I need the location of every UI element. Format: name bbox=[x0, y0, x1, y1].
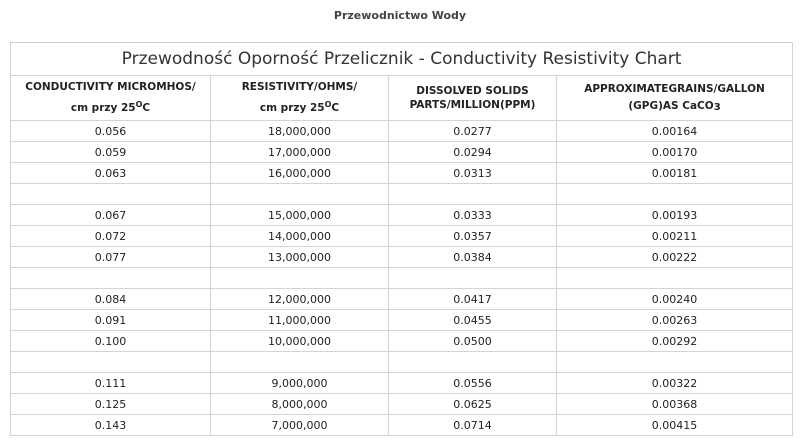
cell-conductivity: 0.077 bbox=[11, 247, 211, 268]
cell-conductivity: 0.067 bbox=[11, 205, 211, 226]
header-dissolved-line1: DISSOLVED SOLIDS bbox=[416, 85, 529, 97]
header-resistivity-line1: RESISTIVITY/OHMS/ bbox=[241, 81, 358, 93]
header-conductivity-line1: CONDUCTIVITY MICROMHOS/ bbox=[25, 81, 196, 93]
empty-cell bbox=[557, 352, 793, 373]
cell-conductivity: 0.100 bbox=[11, 331, 211, 352]
cell-resistivity: 8,000,000 bbox=[211, 394, 389, 415]
degree-symbol: O bbox=[135, 100, 143, 109]
cell-dissolved-solids: 0.0294 bbox=[389, 142, 557, 163]
cell-grains-gallon: 0.00292 bbox=[557, 331, 793, 352]
table-row bbox=[11, 373, 793, 394]
cell-grains-gallon: 0.00240 bbox=[557, 289, 793, 310]
cell-grains-gallon: 0.00164 bbox=[557, 121, 793, 142]
empty-cell bbox=[389, 268, 557, 289]
cell-conductivity: 0.091 bbox=[11, 310, 211, 331]
empty-cell bbox=[557, 268, 793, 289]
cell-grains-gallon: 0.00193 bbox=[557, 205, 793, 226]
cell-grains-gallon: 0.00368 bbox=[557, 394, 793, 415]
subscript-three: 3 bbox=[713, 101, 721, 113]
empty-cell bbox=[389, 352, 557, 373]
table-row bbox=[11, 310, 793, 331]
table-row bbox=[11, 226, 793, 247]
cell-dissolved-solids: 0.0357 bbox=[389, 226, 557, 247]
cell-dissolved-solids: 0.0455 bbox=[389, 310, 557, 331]
header-conductivity bbox=[11, 76, 211, 121]
header-conductivity-line2: cm przy 25 bbox=[70, 102, 136, 114]
degree-symbol: O bbox=[324, 100, 332, 109]
header-dissolved-solids bbox=[389, 76, 557, 121]
empty-cell bbox=[211, 184, 389, 205]
cell-resistivity: 13,000,000 bbox=[211, 247, 389, 268]
cell-dissolved-solids: 0.0500 bbox=[389, 331, 557, 352]
cell-dissolved-solids: 0.0625 bbox=[389, 394, 557, 415]
cell-dissolved-solids: 0.0417 bbox=[389, 289, 557, 310]
table-row bbox=[11, 394, 793, 415]
cell-conductivity: 0.084 bbox=[11, 289, 211, 310]
cell-resistivity: 12,000,000 bbox=[211, 289, 389, 310]
table-row bbox=[11, 331, 793, 352]
header-grains-gallon bbox=[557, 76, 793, 121]
cell-conductivity: 0.143 bbox=[11, 415, 211, 436]
header-row bbox=[11, 76, 793, 121]
cell-conductivity: 0.056 bbox=[11, 121, 211, 142]
page-heading: Przewodnictwo Wody bbox=[333, 9, 467, 22]
table-row bbox=[11, 247, 793, 268]
cell-resistivity: 15,000,000 bbox=[211, 205, 389, 226]
empty-cell bbox=[211, 268, 389, 289]
cell-resistivity: 9,000,000 bbox=[211, 373, 389, 394]
cell-conductivity: 0.063 bbox=[11, 163, 211, 184]
cell-conductivity: 0.059 bbox=[11, 142, 211, 163]
table-body bbox=[11, 121, 793, 436]
cell-resistivity: 11,000,000 bbox=[211, 310, 389, 331]
cell-grains-gallon: 0.00222 bbox=[557, 247, 793, 268]
header-grains-line1: APPROXIMATEGRAINS/GALLON bbox=[584, 82, 765, 95]
empty-cell bbox=[11, 268, 211, 289]
cell-dissolved-solids: 0.0313 bbox=[389, 163, 557, 184]
table-title: Przewodność Oporność Przelicznik - Conductivity Resistivity Chart bbox=[11, 43, 793, 76]
separator-row bbox=[11, 352, 793, 373]
header-resistivity-unit: C bbox=[331, 102, 340, 114]
cell-grains-gallon: 0.00181 bbox=[557, 163, 793, 184]
header-dissolved-line2: PARTS/MILLION(PPM) bbox=[409, 99, 536, 111]
cell-dissolved-solids: 0.0384 bbox=[389, 247, 557, 268]
empty-cell bbox=[211, 352, 389, 373]
cell-grains-gallon: 0.00170 bbox=[557, 142, 793, 163]
cell-dissolved-solids: 0.0333 bbox=[389, 205, 557, 226]
table-row bbox=[11, 121, 793, 142]
cell-dissolved-solids: 0.0556 bbox=[389, 373, 557, 394]
empty-cell bbox=[389, 184, 557, 205]
cell-resistivity: 10,000,000 bbox=[211, 331, 389, 352]
header-resistivity bbox=[211, 76, 389, 121]
table-row bbox=[11, 142, 793, 163]
cell-grains-gallon: 0.00415 bbox=[557, 415, 793, 436]
separator-row bbox=[11, 184, 793, 205]
table-row bbox=[11, 163, 793, 184]
separator-row bbox=[11, 268, 793, 289]
empty-cell bbox=[11, 352, 211, 373]
table-row bbox=[11, 289, 793, 310]
cell-conductivity: 0.111 bbox=[11, 373, 211, 394]
table-row bbox=[11, 205, 793, 226]
cell-grains-gallon: 0.00211 bbox=[557, 226, 793, 247]
cell-grains-gallon: 0.00322 bbox=[557, 373, 793, 394]
cell-grains-gallon: 0.00263 bbox=[557, 310, 793, 331]
empty-cell bbox=[11, 184, 211, 205]
cell-resistivity: 16,000,000 bbox=[211, 163, 389, 184]
empty-cell bbox=[557, 184, 793, 205]
conductivity-resistivity-table bbox=[10, 42, 793, 436]
cell-dissolved-solids: 0.0714 bbox=[389, 415, 557, 436]
cell-dissolved-solids: 0.0277 bbox=[389, 121, 557, 142]
cell-resistivity: 18,000,000 bbox=[211, 121, 389, 142]
header-grains-line2: (GPG)AS CaCO bbox=[628, 99, 714, 112]
table-row bbox=[11, 415, 793, 436]
header-conductivity-unit: C bbox=[142, 102, 151, 114]
cell-conductivity: 0.072 bbox=[11, 226, 211, 247]
header-resistivity-line2: cm przy 25 bbox=[259, 102, 325, 114]
cell-resistivity: 17,000,000 bbox=[211, 142, 389, 163]
cell-resistivity: 14,000,000 bbox=[211, 226, 389, 247]
cell-resistivity: 7,000,000 bbox=[211, 415, 389, 436]
cell-conductivity: 0.125 bbox=[11, 394, 211, 415]
